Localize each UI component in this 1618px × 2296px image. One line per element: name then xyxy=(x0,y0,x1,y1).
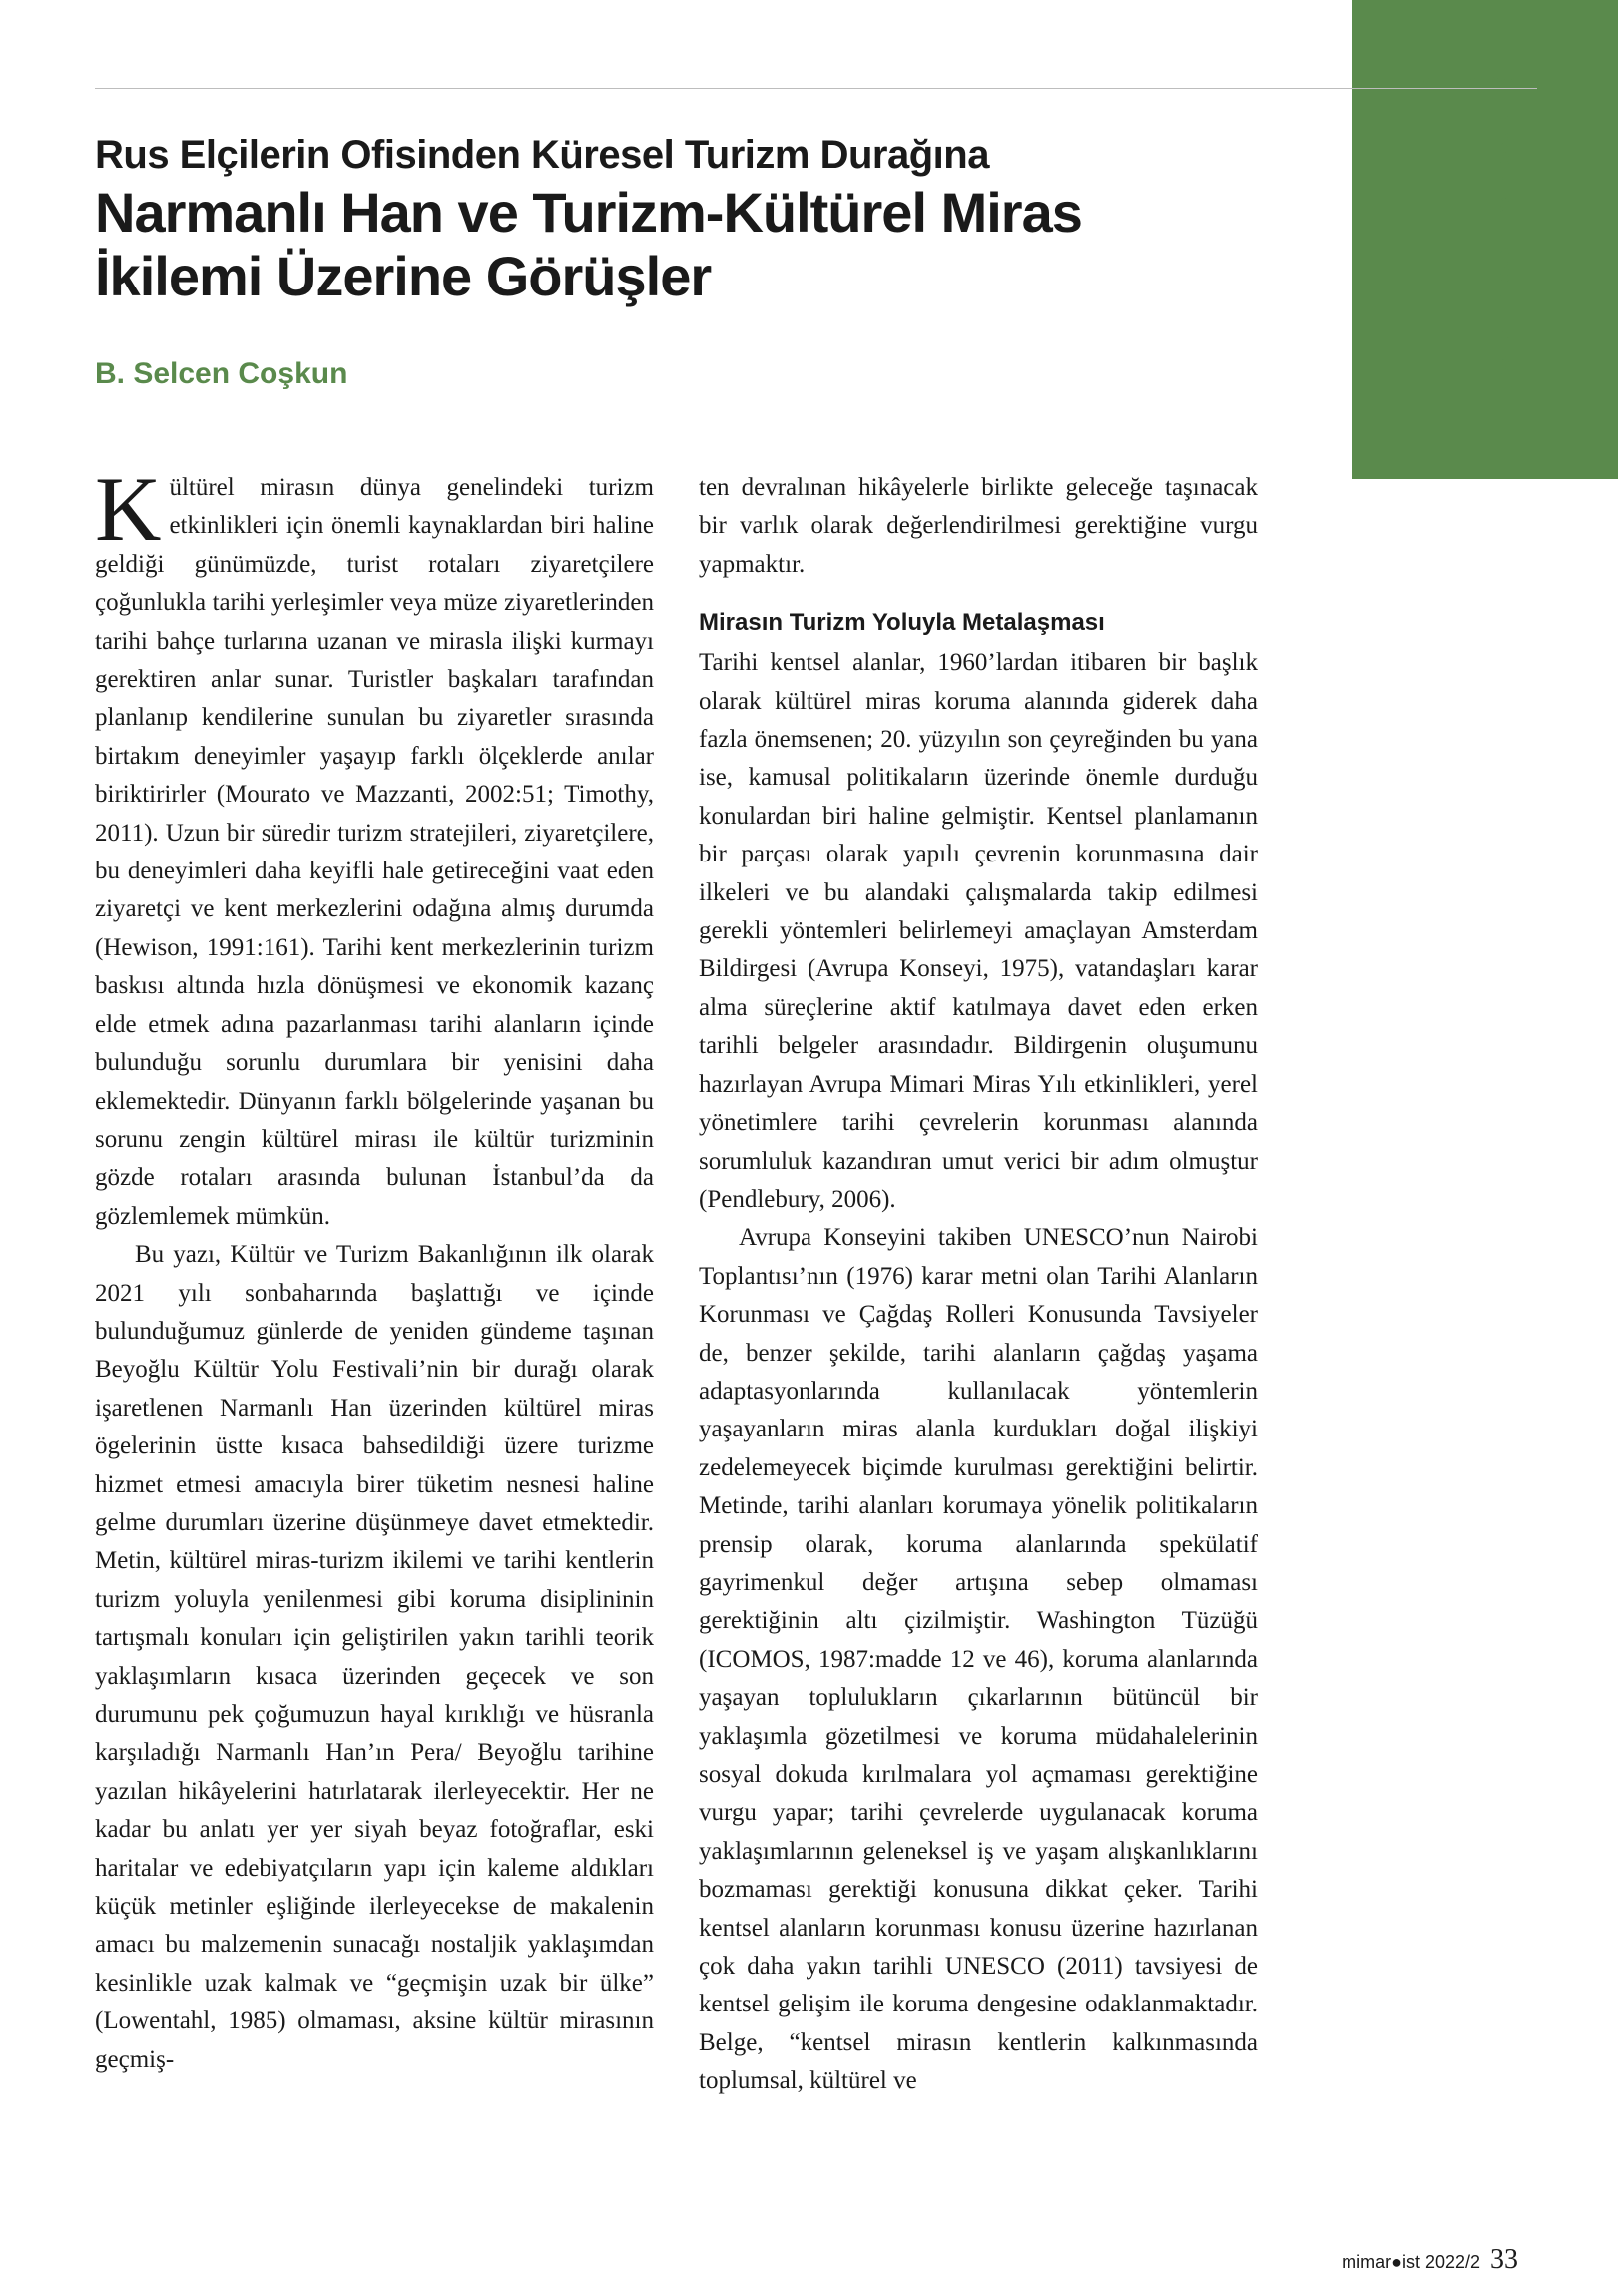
header-divider xyxy=(95,88,1537,89)
article-title-line-1: Narmanlı Han ve Turizm-Kültürel Miras xyxy=(95,181,1082,244)
page-footer xyxy=(1342,2244,1518,2276)
section-label: MİNİ DOSYA xyxy=(1420,74,1518,91)
body-paragraph: Tarihi kentsel alanlar, 1960’lardan itibaren bir başlık olarak kültürel miras koruma alanında giderek daha fazla önemsenen; 20. yüzyılın son çeyreğinden bu yana ise, kamusal politikaların üzerinde önemle durduğu konulardan biri haline gelmiştir. Kentsel planlamanın bir parçası olarak yapılı çevrenin korunmasına dair ilkeleri ve bu alandaki çalışmalarda takip edilmesi gerekli yöntemleri belirlemeyi amaçlayan Amsterdam Bildirgesi (Avrupa Konseyi, 1975), vatandaşları karar alma süreçlerine aktif katılmaya davet eden erken tarihli belgeler arasındadır. Bildirgenin oluşumunu hazırlayan Avrupa Mimari Miras Yılı etkinlikleri, yerel yönetimlere tarihi çevrelerin korunması alanında sorumluluk kazandıran umut verici bir adım olmuştur (Pendlebury, 2006). xyxy=(699,649,1258,1213)
article-kicker: Rus Elçilerin Ofisinden Küresel Turizm Durağına xyxy=(95,133,989,177)
article-author: B. Selcen Coşkun xyxy=(95,357,348,390)
body-paragraph xyxy=(95,458,654,1236)
page-number: 33 xyxy=(1490,2244,1518,2275)
drop-cap: K xyxy=(95,458,162,560)
body-paragraph: ten devralınan hikâyelerle birlikte geleceğe taşınacak bir varlık olarak değerlendirilmesi gerektiğine vurgu yapmaktır. xyxy=(699,474,1258,578)
paragraph-text: ültürel mirasın dünya genelindeki turizm etkinlikleri için önemli kaynaklardan biri haline geldiği günümüzde, turist rotaları ziyaretçilere çoğunlukla tarihi yerleşimler veya müze ziyaretlerinden tarihi bahçe turlarına uzanan ve mirasla ilişki kurmayı gerektiren anlar sunar. Turistler başkaları tarafından planlanıp kendilerine sunulan bu ziyaretler sırasında birtakım deneyimler yaşayıp farklı ölçeklerde anılar biriktirirler (Mourato ve Mazzanti, 2002:51; Timothy, 2011). Uzun bir süredir turizm stratejileri, ziyaretçilere, bu deneyimleri daha keyifli hale getireceğini vaat eden ziyaretçi ve kent merkezlerini odağına almış durumda (Hewison, 1991:161). Tarihi kent merkezlerinin turizm baskısı altında hızla dönüşmesi ve ekonomik kazanç elde etmek adına pazarlanması tarihi alanların içinde bulunduğu sorunlu durumlara bir yenisini daha eklemektedir. Dünyanın farklı bölgelerinde yaşanan bu sorunu zengin kültürel mirası ile kültür turizminin gözde rotaları arasında bulunan İstanbul’da da gözlemlemek mümkün. xyxy=(95,474,654,1230)
vertical-section-label: BEYOĞLU KÜLTÜR YOLU FESTİVALİ xyxy=(1497,110,1513,391)
body-paragraph: Avrupa Konseyini takiben UNESCO’nun Nairobi Toplantısı’nın (1976) karar metni olan Tarihi Alanların Korunması ve Çağdaş Rolleri Konusunda Tavsiyeler de, benzer şekilde, tarihi alanların çağdaş yaşama adaptasyonlarında kullanılacak yöntemlerin yaşayanların miras alanla kurdukları doğal ilişkiyi zedelemeyecek biçimde kurulması gerektiğini belirtir. Metinde, tarihi alanları korumaya yönelik politikaların prensip olarak, koruma alanlarında spekülatif gayrimenkul değer artışına sebep olmaması gerektiğinin altı çizilmiştir. Washington Tüzüğü (ICOMOS, 1987:madde 12 ve 46), koruma alanlarında yaşayan toplulukların çıkarlarının bütüncül bir yaklaşımla gözetilmesi ve koruma müdahalelerinin sosyal dokuda kırılmalara yol açmaması gerektiğine vurgu yapar; tarihi çevrelerde uygulanacak koruma yaklaşımlarının geleneksel iş ve yaşam alışkanlıklarını bozmaması gerektiği konusuna dikkat çeker. Tarihi kentsel alanların korunması konusu üzerine hazırlanan çok daha yakın tarihli UNESCO (2011) tavsiyesi de kentsel gelişim ile koruma dengesine odaklanmaktadır. Belge, “kentsel mirasın kentlerin kalkınmasında toplumsal, kültürel ve xyxy=(699,1224,1258,2095)
article-title-line-2: İkilemi Üzerine Görüşler xyxy=(95,245,712,307)
title-block xyxy=(95,130,1143,307)
body-column-left xyxy=(95,458,654,2079)
body-column-right xyxy=(699,469,1258,2101)
green-section-tab xyxy=(1352,0,1618,479)
body-paragraph: Bu yazı, Kültür ve Turizm Bakanlığının ilk olarak 2021 yılı sonbaharında başlattığı ve içinde bulunduğumuz günlerde de yeniden gündeme taşınan Beyoğlu Kültür Yolu Festivali’nin bir durağı olarak işaretlenen Narmanlı Han üzerinden kültürel miras ögelerinin üstte kısaca bahsedildiği üzere turizme hizmet etmesi amacıyla birer tüketim nesnesi haline gelme durumları üzerine düşünmeye davet etmektedir. Metin, kültürel miras-turizm ikilemi ve tarihi kentlerin turizm yoluyla yenilenmesi gibi koruma disiplininin tartışmalı konuları için geliştirilen yakın tarihli teorik yaklaşımların kısaca üzerinden geçecek ve son durumunu pek çoğumuzun hayal kırıklığı ve hüsranla karşıladığı Narmanlı Han’ın Pera/ Beyoğlu tarihine yazılan hikâyelerini hatırlatarak ilerleyecektir. Her ne kadar bu anlatı yer yer siyah beyaz fotoğraflar, eski haritalar ve edebiyatçıların yapı için kaleme aldıkları küçük metinler eşliğinde ilerleyecekse de makalenin amacı bu malzemenin sunacağı nostaljik yaklaşımdan kesinlikle uzak kalmak ve “geçmişin uzak bir ülke” (Lowentahl, 1985) olmaması, aksine kültür mirasının geçmiş- xyxy=(95,1241,654,2073)
section-subheading: Mirasın Turizm Yoluyla Metalaşması xyxy=(699,609,1105,637)
journal-issue: mimar●ist 2022/2 xyxy=(1342,2252,1480,2272)
